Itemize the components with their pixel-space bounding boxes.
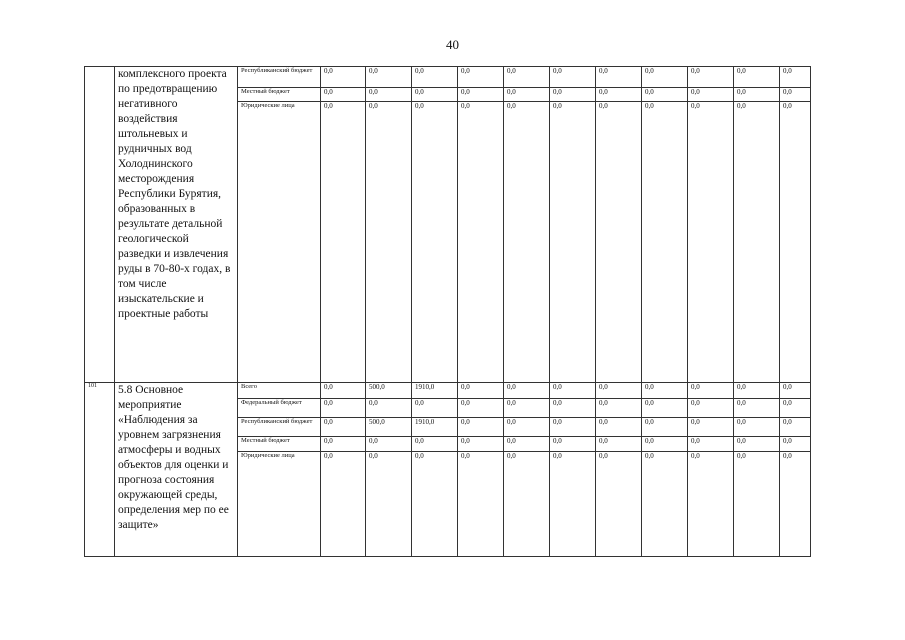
amount-cell: 0,0	[596, 399, 642, 418]
amount-cell: 0,0	[321, 102, 366, 383]
amount-cell: 0,0	[780, 399, 811, 418]
amount-cell: 0,0	[596, 67, 642, 88]
amount-cell: 0,0	[366, 437, 412, 452]
funding-source: Республиканский бюджет	[238, 418, 321, 437]
amount-cell: 0,0	[780, 418, 811, 437]
amount-cell: 0,0	[321, 452, 366, 557]
amount-cell: 0,0	[642, 418, 688, 437]
amount-cell: 0,0	[734, 102, 780, 383]
amount-cell: 0,0	[596, 437, 642, 452]
funding-source: Всего	[238, 383, 321, 399]
amount-cell: 0,0	[321, 418, 366, 437]
amount-cell: 0,0	[504, 437, 550, 452]
amount-cell: 0,0	[366, 452, 412, 557]
amount-cell: 0,0	[596, 418, 642, 437]
amount-cell: 0,0	[688, 452, 734, 557]
amount-cell: 0,0	[734, 437, 780, 452]
amount-cell: 0,0	[734, 399, 780, 418]
amount-cell: 0,0	[321, 437, 366, 452]
amount-cell: 0,0	[688, 102, 734, 383]
amount-cell: 0,0	[366, 399, 412, 418]
amount-cell: 0,0	[458, 383, 504, 399]
amount-cell: 0,0	[412, 399, 458, 418]
funding-source: Юридические лица	[238, 102, 321, 383]
amount-cell: 0,0	[550, 437, 596, 452]
table-row	[85, 383, 811, 399]
amount-cell: 0,0	[504, 67, 550, 88]
amount-cell: 0,0	[642, 437, 688, 452]
amount-cell: 0,0	[458, 102, 504, 383]
amount-cell: 0,0	[550, 399, 596, 418]
amount-cell: 0,0	[642, 399, 688, 418]
amount-cell: 0,0	[504, 88, 550, 102]
amount-cell: 0,0	[458, 88, 504, 102]
amount-cell: 0,0	[458, 67, 504, 88]
amount-cell: 0,0	[642, 67, 688, 88]
amount-cell: 0,0	[642, 102, 688, 383]
amount-cell: 0,0	[780, 452, 811, 557]
amount-cell: 0,0	[550, 383, 596, 399]
amount-cell: 0,0	[596, 383, 642, 399]
funding-source: Местный бюджет	[238, 437, 321, 452]
row-number	[85, 67, 115, 383]
amount-cell: 0,0	[458, 399, 504, 418]
table-row	[85, 67, 811, 88]
row-number: 101	[85, 383, 115, 557]
amount-cell: 0,0	[780, 437, 811, 452]
amount-cell: 0,0	[734, 67, 780, 88]
amount-cell: 0,0	[734, 418, 780, 437]
amount-cell: 0,0	[596, 88, 642, 102]
measure-name: комплексного проекта по предотвращению негативного воздействия штольневых и рудничных вод Холоднинского месторождения Республики Бурятия, образованных в результате детальной геологической разведки и извлечения руды в 70-80-х годах, в том числе изыскательские и проектные работы	[115, 67, 238, 383]
amount-cell: 0,0	[596, 452, 642, 557]
amount-cell: 0,0	[688, 399, 734, 418]
amount-cell: 0,0	[412, 67, 458, 88]
amount-cell: 0,0	[688, 383, 734, 399]
amount-cell: 0,0	[366, 88, 412, 102]
amount-cell: 0,0	[550, 67, 596, 88]
amount-cell: 0,0	[642, 383, 688, 399]
amount-cell: 0,0	[412, 437, 458, 452]
amount-cell: 0,0	[780, 67, 811, 88]
amount-cell: 0,0	[734, 452, 780, 557]
funding-source: Местный бюджет	[238, 88, 321, 102]
amount-cell: 0,0	[458, 437, 504, 452]
amount-cell: 0,0	[321, 383, 366, 399]
amount-cell: 0,0	[321, 88, 366, 102]
amount-cell: 0,0	[550, 88, 596, 102]
amount-cell: 500,0	[366, 383, 412, 399]
amount-cell: 0,0	[458, 452, 504, 557]
amount-cell: 0,0	[780, 102, 811, 383]
funding-source: Федеральный бюджет	[238, 399, 321, 418]
amount-cell: 0,0	[688, 418, 734, 437]
amount-cell: 0,0	[688, 88, 734, 102]
amount-cell: 0,0	[366, 67, 412, 88]
amount-cell: 1910,0	[412, 418, 458, 437]
amount-cell: 0,0	[321, 399, 366, 418]
amount-cell: 0,0	[504, 418, 550, 437]
amount-cell: 0,0	[366, 102, 412, 383]
amount-cell: 0,0	[412, 88, 458, 102]
page-number: 40	[446, 37, 459, 52]
funding-source: Юридические лица	[238, 452, 321, 557]
budget-table	[84, 66, 811, 557]
amount-cell: 0,0	[504, 452, 550, 557]
amount-cell: 0,0	[412, 452, 458, 557]
measure-name: 5.8 Основное мероприятие «Наблюдения за уровнем загрязнения атмосферы и водных объектов для оценки и прогноза состояния окружающей среды, определения мер по ее защите»	[115, 383, 238, 557]
amount-cell: 0,0	[642, 452, 688, 557]
amount-cell: 0,0	[596, 102, 642, 383]
funding-source: Республиканский бюджет	[238, 67, 321, 88]
amount-cell: 0,0	[688, 67, 734, 88]
amount-cell: 0,0	[642, 88, 688, 102]
amount-cell: 1910,0	[412, 383, 458, 399]
amount-cell: 0,0	[504, 102, 550, 383]
amount-cell: 0,0	[504, 399, 550, 418]
amount-cell: 500,0	[366, 418, 412, 437]
amount-cell: 0,0	[321, 67, 366, 88]
amount-cell: 0,0	[734, 383, 780, 399]
table-body	[85, 67, 811, 557]
amount-cell: 0,0	[504, 383, 550, 399]
amount-cell: 0,0	[780, 88, 811, 102]
amount-cell: 0,0	[688, 437, 734, 452]
amount-cell: 0,0	[780, 383, 811, 399]
amount-cell: 0,0	[550, 102, 596, 383]
amount-cell: 0,0	[734, 88, 780, 102]
amount-cell: 0,0	[550, 418, 596, 437]
amount-cell: 0,0	[550, 452, 596, 557]
amount-cell: 0,0	[458, 418, 504, 437]
amount-cell: 0,0	[412, 102, 458, 383]
